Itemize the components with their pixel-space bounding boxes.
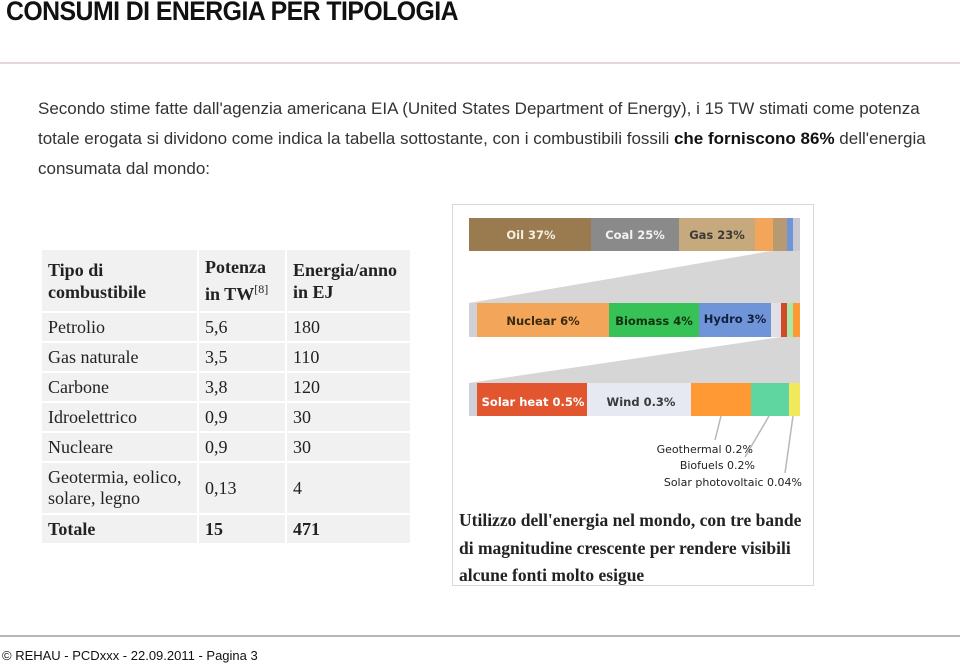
row-tipo: Petrolio: [41, 312, 198, 342]
table-row: [41, 312, 411, 342]
row-energia: 30: [286, 432, 411, 462]
band-3-biofuels: [751, 383, 789, 416]
row-energia: 30: [286, 402, 411, 432]
intro-text-end: dell'energia consumata dal mondo:: [38, 129, 926, 178]
note-biofuels: Biofuels 0.2%: [679, 459, 755, 472]
band-1-biomass: [773, 218, 787, 251]
band-connector: [469, 337, 800, 383]
intro-highlight: che forniscono 86%: [673, 129, 835, 148]
band-1-nuclear: [755, 218, 773, 251]
table-row: [41, 372, 411, 402]
band-1-label: Coal 25%: [605, 228, 665, 242]
table-row: [41, 402, 411, 432]
band-2-rest: [793, 303, 800, 337]
band-3: [469, 383, 800, 416]
band-2-solar: [781, 303, 787, 337]
table-row: [41, 462, 411, 514]
header-potenza: [198, 249, 286, 312]
pointer-line: [785, 416, 793, 473]
band-2: [469, 303, 800, 337]
header-tipo: Tipo di combustibile: [41, 249, 198, 312]
band-2-edge: [469, 303, 477, 337]
row-tipo: Gas naturale: [41, 342, 198, 372]
band-3-label: Wind 0.3%: [606, 395, 676, 409]
table-total-row: [41, 514, 411, 544]
band-2-label: Nuclear 6%: [506, 314, 580, 328]
footer: © REHAU - PCDxxx - 22.09.2011 - Pagina 3: [2, 648, 258, 663]
band-3-label: Solar heat 0.5%: [481, 395, 585, 409]
top-divider: [0, 62, 960, 64]
page-title: CONSUMI DI ENERGIA PER TIPOLOGIA: [6, 0, 459, 26]
note-solar-pv: Solar photovoltaic 0.04%: [663, 476, 802, 489]
band-2-wind: [787, 303, 793, 337]
header-ref: [8]: [254, 282, 269, 296]
note-geothermal: Geothermal 0.2%: [656, 443, 753, 456]
row-energia: 180: [286, 312, 411, 342]
band-3-edge: [469, 383, 477, 416]
row-tipo: Geotermia, eolico, solare, legno: [41, 462, 198, 514]
band-2-label: Biomass 4%: [615, 314, 693, 328]
row-tipo: Idroelettrico: [41, 402, 198, 432]
energy-figure: [452, 204, 814, 586]
band-1-label: Gas 23%: [689, 228, 745, 242]
table-header-row: [41, 249, 411, 312]
band-3-pv: [789, 383, 800, 416]
band-2-other: [771, 303, 781, 337]
row-potenza: 0,9: [198, 432, 286, 462]
table-row: [41, 432, 411, 462]
band-connector: [469, 251, 800, 303]
row-energia: 4: [286, 462, 411, 514]
pointer-line: [715, 416, 721, 440]
energy-table: [40, 248, 412, 545]
total-label: Totale: [41, 514, 198, 544]
figure-caption: Utilizzo dell'energia nel mondo, con tre bande di magnitudine crescente per rendere visibili alcune fonti molto esigue: [459, 510, 802, 585]
row-energia: 110: [286, 342, 411, 372]
row-potenza: 3,8: [198, 372, 286, 402]
row-potenza: 0,9: [198, 402, 286, 432]
row-potenza: 0,13: [198, 462, 286, 514]
bottom-divider: [0, 635, 960, 637]
row-energia: 120: [286, 372, 411, 402]
band-1-other: [793, 218, 800, 251]
total-potenza: 15: [198, 514, 286, 544]
table-row: [41, 342, 411, 372]
band-3-geothermal: [691, 383, 751, 416]
band-1: [469, 218, 800, 251]
energy-bands: [453, 205, 813, 505]
row-tipo: Carbone: [41, 372, 198, 402]
band-1-label: Oil 37%: [506, 228, 556, 242]
intro-paragraph: [38, 94, 928, 184]
row-tipo: Nucleare: [41, 432, 198, 462]
header-potenza-text: Potenza in TW: [205, 257, 266, 304]
header-energia: Energia/anno in EJ: [286, 249, 411, 312]
intro-text: Secondo stime fatte dall'agenzia americana EIA (United States Department of Energy), i 15 TW stimati come potenza totale erogata si dividono come indica la tabella sottostante, con i combustibili fossili: [38, 99, 920, 148]
band-1-hydro: [787, 218, 793, 251]
band-2-label: Hydro 3%: [703, 312, 767, 326]
row-potenza: 3,5: [198, 342, 286, 372]
row-potenza: 5,6: [198, 312, 286, 342]
total-energia: 471: [286, 514, 411, 544]
